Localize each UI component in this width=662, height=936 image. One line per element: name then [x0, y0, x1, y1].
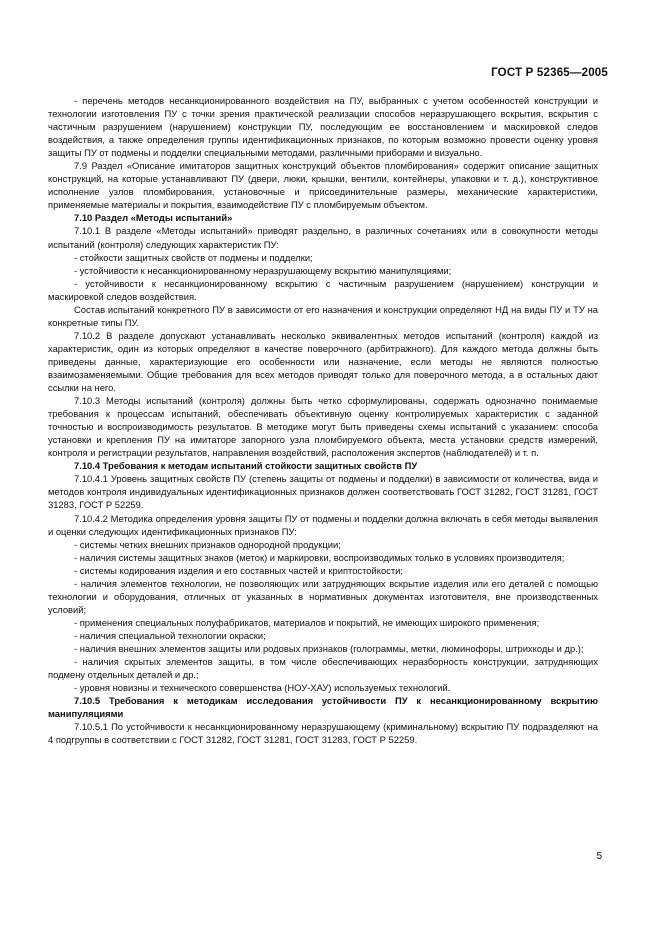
- list-item: - устойчивости к несанкционированному неразрушающему вскрытию манипуляциями;: [74, 264, 452, 276]
- list-item: - уровня новизны и технического совершенства (НОУ-ХАУ) используемых технологий.: [74, 682, 451, 694]
- list-item: - наличия системы защитных знаков (меток) и маркировки, воспроизводимых только в условиях производителя;: [74, 551, 565, 563]
- paragraph: 7.10.2 В разделе допускают устанавливать несколько эквивалентных методов испытаний (контроля) каждой из характеристик, один из которых определяют в качестве поверочного (арбитражного). Для каждого метода должны быть приведены данные, характеризующие его особенности или назначение, если методы не являются полностью взаимозаменяемыми. Общие требования для всех методов приводят только для поверочного метода, а в остальных дают ссылки на него.: [48, 329, 598, 394]
- list-item: - наличия внешних элементов защиты или родовых признаков (голограммы, метки, люминофоры, штрихкоды и др.);: [74, 642, 584, 654]
- list-item: - наличия элементов технологии, не позволяющих или затрудняющих вскрытие изделия или его деталей с помощью технологии и оборудования, отличных от указанных в нормативных документах изготовителя, вне производственных условий;: [48, 577, 598, 615]
- list-item: - системы кодирования изделия и его составных частей и криптостойкости;: [74, 564, 403, 576]
- paragraph: 7.10.3 Методы испытаний (контроля) должны быть четко сформулированы, содержать однозначно понимаемые требования к процессам испытаний, обеспечивать объективную оценку контролируемых характеристик с заданной точностью и воспроизводимость результатов. В методике могут быть приведены схемы испытаний с указанием: способа установки и крепления ПУ на имитаторе запорного узла пломбируемого объекта, места установки средств измерений, контроля и регистрации результатов, направления воздействий, расположения экспертов (наблюдателей) и т. п.: [48, 395, 598, 459]
- list-item: - применения специальных полуфабрикатов, материалов и покрытий, не имеющих широкого применения;: [74, 616, 540, 628]
- paragraph: Состав испытаний конкретного ПУ в зависимости от его назначения и конструкции определяют НД на виды ПУ и ТУ на конкретные типы ПУ.: [48, 303, 598, 328]
- section-heading: 7.10.5 Требования к методикам исследования устойчивости ПУ к несанкционированному вскрытию манипуляциями: [48, 695, 598, 720]
- list-item: - стойкости защитных свойств от подмены и подделки;: [74, 251, 313, 263]
- paragraph: 7.10.4.2 Методика определения уровня защиты ПУ от подмены и подделки должна включать в себя методы выявления и оценки следующих идентификационных признаков ПУ:: [48, 512, 598, 537]
- paragraph: - перечень методов несанкционированного воздействия на ПУ, выбранных с учетом особенностей конструкции и технологии изготовления ПУ с точки зрения практической реализации способов неразрушающего вскрытия, вскрытия с частичным разрушением (нарушением) конструкции ПУ, последующим ее восстановлением и маскировкой следов воздействия, а также определения группы идентификационных признаков, по которым возможно провести оценку уровня защиты ПУ от подмены и подделки специальными методами, различными приборами и визуально.: [48, 95, 598, 159]
- list-item: - наличия специальной технологии окраски;: [74, 629, 266, 641]
- paragraph: 7.10.4.1 Уровень защитных свойств ПУ (степень защиты от подмены и подделки) в зависимости от количества, вида и методов контроля индивидуальных идентификационных признаков должен соответствовать ГОСТ 31282, ГОСТ 31281, ГОСТ 31283, ГОСТ Р 52259.: [48, 473, 598, 511]
- document-body: [48, 94, 598, 746]
- paragraph: 7.10.5.1 По устойчивости к несанкционированному неразрушающему (криминальному) вскрытию ПУ подразделяют на 4 подгруппы в соответствии с ГОСТ 31282, ГОСТ 31281, ГОСТ 31283, ГОСТ Р 52259.: [48, 721, 598, 746]
- paragraph: 7.9 Раздел «Описание имитаторов защитных конструкций объектов пломбирования» содержит описание защитных конструкций, на которые устанавливают ПУ (двери, люки, крышки, вентили, контейнеры, упаковки и т. д.), конструктивное исполнение узлов пломбирования, установочные и присоединительные размеры, механические характеристики, применяемые материалы и покрытия, взаимодействие ПУ с пломбируемым объектом.: [48, 160, 598, 211]
- paragraph: 7.10.1 В разделе «Методы испытаний» приводят раздельно, в различных сочетаниях или в совокупности методы испытаний (контроля) следующих характеристик ПУ:: [48, 225, 598, 250]
- section-heading: 7.10 Раздел «Методы испытаний»: [74, 212, 233, 224]
- list-item: - системы четких внешних признаков однородной продукции;: [74, 538, 341, 550]
- standard-header: ГОСТ Р 52365—2005: [491, 67, 608, 79]
- list-item: - устойчивости к несанкционированному вскрытию с частичным разрушением (нарушением) конструкции и маскировкой следов воздействия.: [48, 277, 598, 302]
- page-number: 5: [596, 851, 602, 862]
- list-item: - наличия скрытых элементов защиты, в том числе обеспечивающих неразборность конструкции, затрудняющих подмену отдельных деталей и др.;: [48, 656, 598, 681]
- section-heading: 7.10.4 Требования к методам испытаний стойкости защитных свойств ПУ: [74, 460, 418, 472]
